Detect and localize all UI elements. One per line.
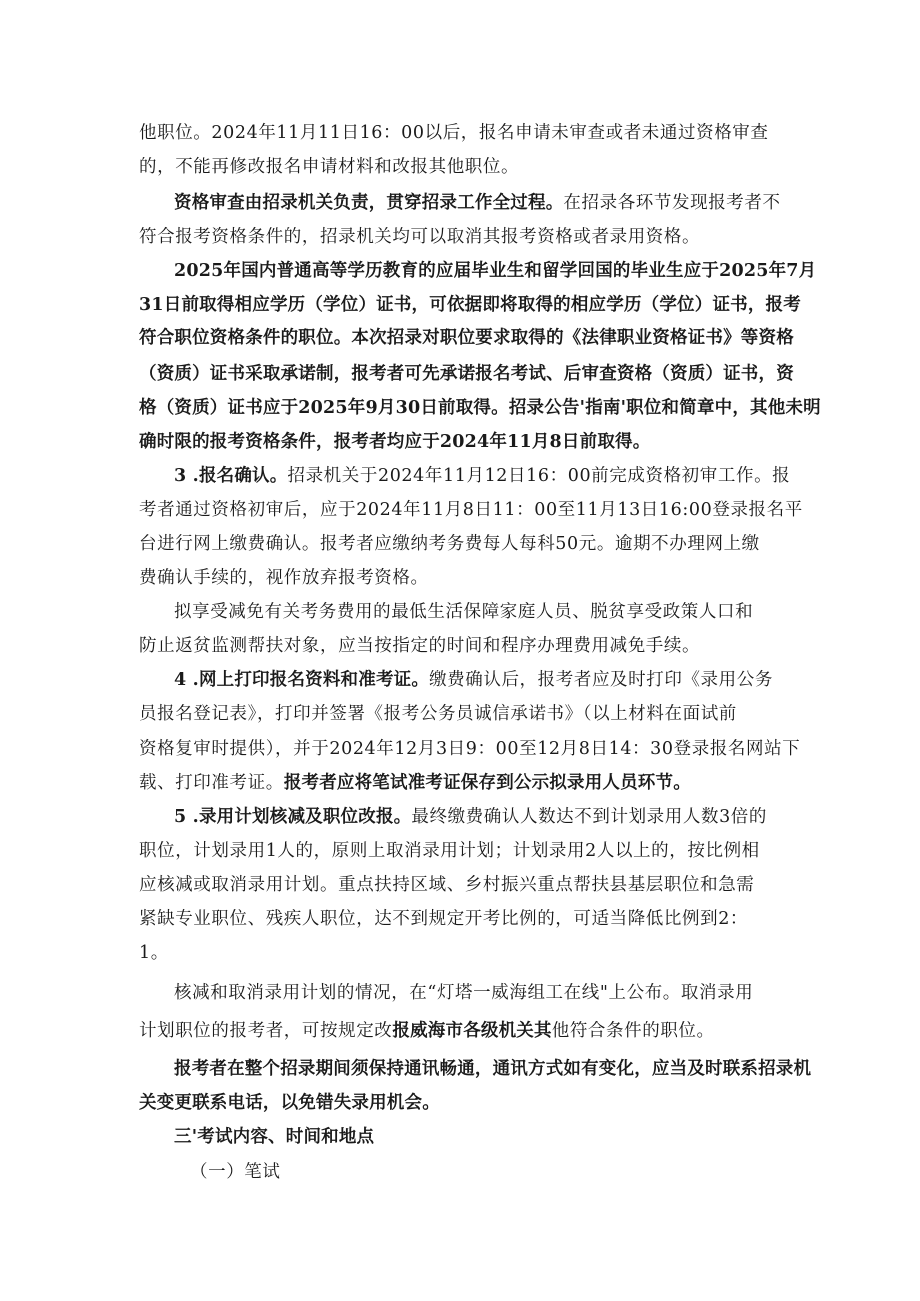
text-run: 载、打印准考证。 [139,773,284,793]
text-line [174,982,753,1004]
text-run: 4 .网上打印报名资料和准考证。 [174,670,430,690]
text-run: 缴费确认后，报考者应及时打印《录用公务 [429,670,773,690]
text-run: 5 .录用计划核减及职位改报。 [174,807,412,827]
text-run: 关变更联系电话，以免错失录用机会。 [139,1093,440,1113]
section-heading [174,1126,374,1148]
text-run: 拟享受减免有关考务费用的最低生活保障家庭人员、脱贫享受政策人口和 [174,602,754,622]
text-run: 2025年国内普通高等学历教育的应届毕业生和留学回国的毕业生应于2025年7月 [174,261,817,281]
text-run: 3 .报名确认。 [174,466,288,486]
text-run: 资格审查由招录机关负责，贯穿招录工作全过程。 [174,193,564,213]
text-run: 招录机关于2024年11月12日16：00前完成资格初审工作。报 [287,466,791,486]
text-run: 防止返贫监测帮扶对象，应当按指定的时间和程序办理费用减免手续。 [139,636,701,656]
text-run: （资质）证书采取承诺制，报考者可先承诺报名考试、后审查资格（资质）证书，资 [139,364,794,384]
text-line [174,465,790,487]
text-line [139,156,519,178]
text-run: 确时限的报考资格条件，报考者均应于2024年11月8日前取得。 [139,432,651,452]
text-line [139,772,691,794]
text-run: 的，不能再修改报名申请材料和改报其他职位。 [139,157,520,177]
text-line [139,533,760,555]
text-run: 费确认手续的，视作放弃报考资格。 [139,568,429,588]
text-line [139,1020,715,1042]
text-run: 31日前取得相应学历（学位）证书，可依据即将取得的相应学历（学位）证书，报考 [139,295,801,315]
text-run: 符合报考资格条件的，招录机关均可以取消其报考资格或者录用资格。 [139,227,701,247]
text-line [139,567,429,589]
text-run: 报考者在整个招录期间须保持通讯畅通，通讯方式如有变化，应当及时联系招录机 [174,1059,812,1079]
text-run: 资格复审时提供），并于2024年12月3日9：00至12月8日14：30登录报名网站下 [139,739,801,759]
text-run: 1。 [139,943,169,963]
text-line [139,363,794,385]
text-run: 员报名登记表》，打印并签署《报考公务员诚信承诺书》（以上材料在面试前 [139,704,737,724]
text-line [139,294,801,316]
text-line [139,738,800,760]
text-line [174,192,781,214]
text-line [174,260,816,282]
text-line [174,601,753,623]
text-line [139,703,737,725]
text-line [139,327,794,349]
text-run: 符合职位资格条件的职位。本次招录对职位要求取得的《法律职业资格证书》等资格 [139,328,794,348]
text-run: 报考者应将笔试准考证保存到公示拟录用人员环节。 [283,773,691,793]
text-run: 三'考试内容、时间和地点 [174,1127,375,1147]
text-run: 紧缺专业职位、残疾人职位，达不到规定开考比例的，可适当降低比例到2： [139,909,749,929]
text-run: 他职位。2024年11月11日16：00以后，报名申请未审查或者未通过资格审查 [139,123,769,143]
text-line [139,874,754,896]
text-line [139,431,650,453]
text-line [139,397,821,419]
text-line [139,908,748,930]
text-run: 职位，计划录用1人的，原则上取消录用计划；计划录用2人以上的，按比例相 [139,841,760,861]
text-run: 台进行网上缴费确认。报考者应缴纳考务费每人每科50元。逾期不办理网上缴 [139,534,760,554]
text-run: 考者通过资格初审后，应于2024年11月8日11：00至11月13日16:00登录报名平 [139,500,803,520]
text-line [139,499,803,521]
text-run: 应核减或取消录用计划。重点扶持区域、乡村振兴重点帮扶县基层职位和急需 [139,875,755,895]
text-line [174,806,767,828]
text-line [174,1058,811,1080]
text-line [139,635,700,657]
text-run: 他符合条件的职位。 [551,1021,715,1041]
text-run: 最终缴费确认人数达不到计划录用人数3倍的 [411,807,768,827]
text-run: 在招录各环节发现报考者不 [563,193,781,213]
text-run: （一）笔试 [190,1162,281,1182]
text-run: 格（资质）证书应于2025年9月30日前取得。招录公告'指南'职位和简章中，其他未明 [139,398,821,418]
text-line [139,122,769,144]
text-line [139,226,700,248]
text-run: 报威海市各级机关其 [392,1021,552,1041]
text-run: 核减和取消录用计划的情况，在“灯塔一威海组工在线"上公布。取消录用 [174,983,754,1003]
text-line [139,1092,440,1114]
text-line [139,942,169,964]
text-line [139,840,760,862]
text-line [174,669,773,691]
text-run: 计划职位的报考者，可按规定改 [139,1021,393,1041]
subsection-heading [190,1161,281,1183]
